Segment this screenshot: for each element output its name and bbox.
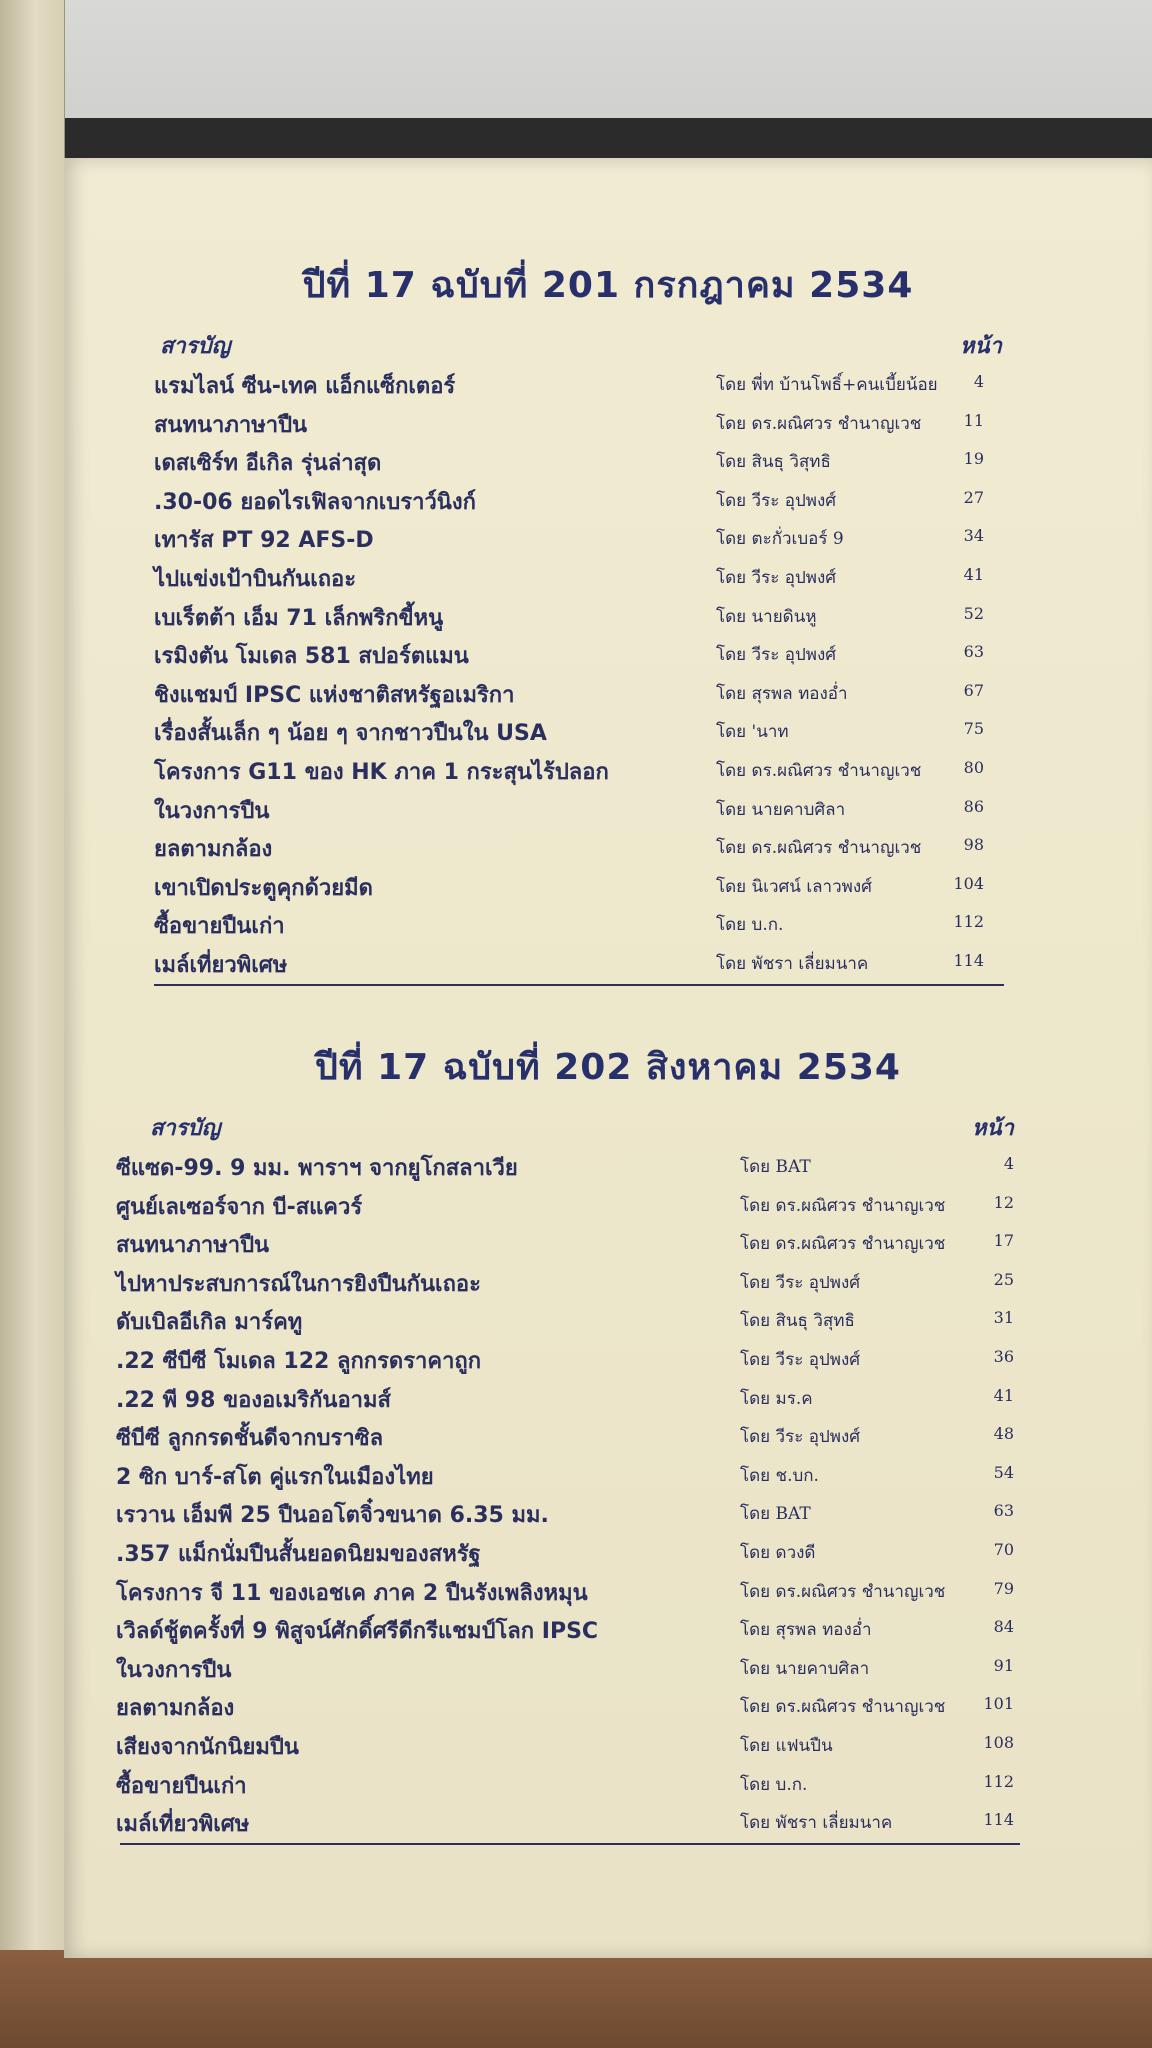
entry-title: ซีบีซี ลูกกรดชั้นดีจากบราซิล xyxy=(116,1426,384,1452)
entry-author: โดย พัชรา เลี่ยมนาค xyxy=(740,1813,893,1834)
entry-page-number: 34 xyxy=(963,526,984,546)
entry-page-number: 114 xyxy=(983,1810,1014,1830)
toc-entry xyxy=(64,407,1152,445)
entry-page-number: 12 xyxy=(993,1192,1014,1212)
entry-title: เรื่องสั้นเล็ก ๆ น้อย ๆ จากชาวปืนใน USA xyxy=(154,721,547,747)
entry-author: โดย สินธุ วิสุทธิ xyxy=(716,452,831,473)
entry-title: ศูนย์เลเซอร์จาก บี-สแควร์ xyxy=(116,1194,363,1220)
entry-author: โดย พัชรา เลี่ยมนาค xyxy=(716,954,869,974)
toc-entry xyxy=(64,1343,1152,1381)
entry-author: โดย วีระ อุปพงศ์ xyxy=(716,490,837,511)
entry-page-number: 67 xyxy=(963,680,984,700)
entry-author: โดย ดร.ผณิศวร ชำนาญเวช xyxy=(740,1697,946,1718)
entry-author: โดย ดร.ผณิศวร ชำนาญเวช xyxy=(716,761,922,781)
entry-author: โดย นิเวศน์ เลาวพงศ์ xyxy=(716,876,872,897)
entry-author: โดย สุรพล ทองอ่ำ xyxy=(716,683,848,704)
entry-page-number: 91 xyxy=(993,1655,1014,1675)
toc-entry xyxy=(64,1382,1152,1420)
entry-author: โดย นายดินหู xyxy=(716,606,817,627)
entry-author: โดย BAT xyxy=(740,1504,811,1525)
entry-title: .22 ซีบีซี โมเดล 122 ลูกกรดราคาถูก xyxy=(116,1349,482,1374)
entry-title: แรมไลน์ ซีน-เทค แอ็กแซ็กเตอร์ xyxy=(154,374,456,399)
entry-title: เทารัส PT 92 AFS-D xyxy=(154,528,374,554)
entry-title: โครงการ G11 ของ HK ภาค 1 กระสุนไร้ปลอก xyxy=(154,760,609,785)
toc-entry xyxy=(64,1652,1152,1690)
toc-entry xyxy=(64,1266,1152,1304)
entry-page-number: 63 xyxy=(993,1501,1014,1521)
entry-title: ในวงการปืน xyxy=(154,798,270,824)
toc-entry xyxy=(64,484,1152,522)
entry-title: เขาเปิดประตูคุกด้วยมีด xyxy=(154,875,373,901)
toc-entry xyxy=(64,754,1152,792)
entry-page-number: 11 xyxy=(963,410,984,430)
entry-page-number: 52 xyxy=(963,603,984,623)
toc-entry xyxy=(64,1690,1152,1728)
entry-page-number: 48 xyxy=(993,1424,1014,1444)
entry-page-number: 27 xyxy=(963,487,984,507)
entry-page-number: 4 xyxy=(1003,1154,1014,1173)
entry-author: โดย ดร.ผณิศวร ชำนาญเวช xyxy=(716,413,922,434)
entry-author: โดย วีระ อุปพงศ์ xyxy=(716,645,837,666)
entry-title: ไปหาประสบการณ์ในการยิงปืนกันเถอะ xyxy=(116,1271,481,1297)
entry-title: เมล์เที่ยวพิเศษ xyxy=(154,953,288,978)
toc-entry xyxy=(64,1806,1152,1844)
toc-entry xyxy=(64,1536,1152,1574)
entry-author: โดย ดร.ผณิศวร ชำนาญเวช xyxy=(740,1195,946,1216)
toc-entry xyxy=(64,1227,1152,1265)
entry-page-number: 79 xyxy=(993,1578,1014,1598)
entry-title: โครงการ จี 11 ของเอชเค ภาค 2 ปืนรังเพลิงหมุน xyxy=(116,1580,588,1606)
toc-entry xyxy=(64,638,1152,676)
entry-title: สนทนาภาษาปืน xyxy=(154,412,308,438)
entry-title: เบเร็ตต้า เอ็ม 71 เล็กพริกขี้หนู xyxy=(154,605,444,631)
entry-title: เรมิงตัน โมเดล 581 สปอร์ตแมน xyxy=(154,644,469,670)
entry-page-number: 4 xyxy=(973,372,984,391)
entry-title: ในวงการปืน xyxy=(116,1657,232,1683)
entry-author: โดย 'นาท xyxy=(716,722,789,743)
section-rule xyxy=(154,984,1004,986)
entry-page-number: 36 xyxy=(993,1347,1014,1366)
toc-entry xyxy=(64,1304,1152,1342)
entry-title: .22 พี 98 ของอเมริกันอามส์ xyxy=(116,1387,391,1413)
entry-title: .30-06 ยอดไรเฟิลจากเบราว์นิงก์ xyxy=(154,489,476,515)
entry-page-number: 84 xyxy=(993,1617,1014,1637)
section-rule xyxy=(120,1843,1020,1845)
entry-title: ชิงแชมป์ IPSC แห่งชาติสหรัฐอเมริกา xyxy=(154,682,515,708)
entry-author: โดย ดร.ผณิศวร ชำนาญเวช xyxy=(716,838,922,859)
entry-author: โดย นายคาบศิลา xyxy=(740,1658,870,1679)
entry-title: เดสเซิร์ท อีเกิล รุ่นล่าสุด xyxy=(154,451,382,477)
entry-title: เวิลด์ชู้ตครั้งที่ 9 พิสูจน์ศักดิ์ศรีดีกรีแชมป์โลก IPSC xyxy=(116,1619,599,1645)
toc-entry xyxy=(64,1768,1152,1806)
wooden-table xyxy=(0,1950,1152,2048)
entry-author: โดย สุรพล ทองอ่ำ xyxy=(740,1620,872,1641)
toc-entry xyxy=(64,445,1152,483)
toc-entry xyxy=(64,368,1152,406)
entry-author: โดย วีระ อุปพงศ์ xyxy=(740,1427,861,1448)
entry-title: สนทนาภาษาปืน xyxy=(116,1233,270,1259)
entry-author: โดย ดร.ผณิศวร ชำนาญเวช xyxy=(740,1581,946,1602)
entry-author: โดย บ.ก. xyxy=(716,915,784,936)
entry-title: 2 ซิก บาร์-สโต คู่แรกในเมืองไทย xyxy=(116,1464,434,1490)
entry-title: .357 แม็กนั่มปืนสั้นยอดนิยมของสหรัฐ xyxy=(116,1542,481,1567)
entry-page-number: 114 xyxy=(953,951,984,970)
entry-page-number: 31 xyxy=(993,1308,1014,1328)
facing-page-edge xyxy=(0,0,65,1990)
toc-entry xyxy=(64,1729,1152,1767)
entry-page-number: 98 xyxy=(963,835,984,855)
entry-title: ซื้อขายปืนเก่า xyxy=(116,1773,247,1799)
entry-page-number: 101 xyxy=(983,1694,1014,1714)
entry-author: โดย วีระ อุปพงศ์ xyxy=(740,1350,861,1370)
entry-title: ดับเบิลอีเกิล มาร์คทู xyxy=(116,1310,303,1336)
entry-page-number: 41 xyxy=(963,565,984,584)
entry-title: เมล์เที่ยวพิเศษ xyxy=(116,1812,250,1838)
toc-entry xyxy=(64,1189,1152,1227)
entry-author: โดย วีระ อุปพงศ์ xyxy=(740,1272,861,1293)
entry-author: โดย ดร.ผณิศวร ชำนาญเวช xyxy=(740,1234,946,1255)
entry-title: ซีแซด-99. 9 มม. พาราฯ จากยูโกสลาเวีย xyxy=(116,1156,518,1181)
entry-author: โดย ดวงดี xyxy=(740,1543,816,1563)
toc-label: สารบัญ xyxy=(160,334,231,359)
entry-author: โดย ช.บก. xyxy=(740,1465,819,1486)
entry-page-number: 80 xyxy=(963,758,984,777)
entry-page-number: 75 xyxy=(963,719,984,739)
entry-page-number: 63 xyxy=(963,642,984,662)
entry-page-number: 112 xyxy=(953,912,984,932)
issue-title: ปีที่ 17 ฉบับที่ 201 กรกฎาคม 2534 xyxy=(302,265,914,306)
entry-author: โดย มร.ค xyxy=(740,1388,813,1409)
entry-title: เรวาน เอ็มพี 25 ปืนออโตจิ๋วขนาด 6.35 มม. xyxy=(116,1503,549,1529)
toc-entry xyxy=(64,677,1152,715)
entry-author: โดย บ.ก. xyxy=(740,1774,808,1795)
page-column-label: หน้า xyxy=(960,334,1002,359)
toc-entry xyxy=(64,600,1152,638)
page-column-label: หน้า xyxy=(972,1116,1014,1141)
entry-author: โดย นายคาบศิลา xyxy=(716,799,846,820)
toc-entry xyxy=(64,715,1152,753)
entry-page-number: 86 xyxy=(963,796,984,816)
entry-title: เสียงจากนักนิยมปืน xyxy=(116,1735,299,1760)
entry-page-number: 54 xyxy=(993,1462,1014,1482)
toc-entry xyxy=(64,522,1152,560)
toc-entry xyxy=(64,831,1152,869)
toc-entry xyxy=(64,947,1152,985)
entry-author: โดย พี่ท บ้านโพธิ์+คนเบี้ยน้อย xyxy=(716,375,938,395)
toc-entry xyxy=(64,1150,1152,1188)
entry-page-number: 41 xyxy=(993,1385,1014,1405)
entry-author: โดย สินธุ วิสุทธิ xyxy=(740,1311,855,1332)
entry-page-number: 19 xyxy=(963,449,984,469)
entry-title: ไปแข่งเป้าบินกันเถอะ xyxy=(154,567,357,592)
toc-entry xyxy=(64,793,1152,831)
entry-page-number: 112 xyxy=(983,1771,1014,1791)
entry-page-number: 25 xyxy=(993,1269,1014,1289)
toc-entry xyxy=(64,908,1152,946)
issue-title: ปีที่ 17 ฉบับที่ 202 สิงหาคม 2534 xyxy=(315,1047,901,1088)
toc-label: สารบัญ xyxy=(150,1116,221,1141)
entry-author: โดย ตะกั่วเบอร์ 9 xyxy=(716,529,844,550)
toc-entry xyxy=(64,1497,1152,1535)
entry-page-number: 70 xyxy=(993,1540,1014,1559)
toc-entry xyxy=(64,561,1152,599)
entry-page-number: 108 xyxy=(983,1733,1014,1752)
entry-title: ซื้อขายปืนเก่า xyxy=(154,914,285,940)
toc-entry xyxy=(64,1575,1152,1613)
entry-author: โดย วีระ อุปพงศ์ xyxy=(716,568,837,588)
entry-title: ยลตามกล้อง xyxy=(116,1696,235,1722)
toc-entry xyxy=(64,1420,1152,1458)
entry-title: ยลตามกล้อง xyxy=(154,837,273,863)
toc-entry xyxy=(64,1459,1152,1497)
book-page xyxy=(64,158,1152,1958)
entry-page-number: 17 xyxy=(993,1231,1014,1251)
toc-entry xyxy=(64,870,1152,908)
entry-author: โดย BAT xyxy=(740,1157,811,1177)
toc-entry xyxy=(64,1613,1152,1651)
entry-page-number: 104 xyxy=(953,873,984,893)
entry-author: โดย แฟนปืน xyxy=(740,1736,833,1756)
